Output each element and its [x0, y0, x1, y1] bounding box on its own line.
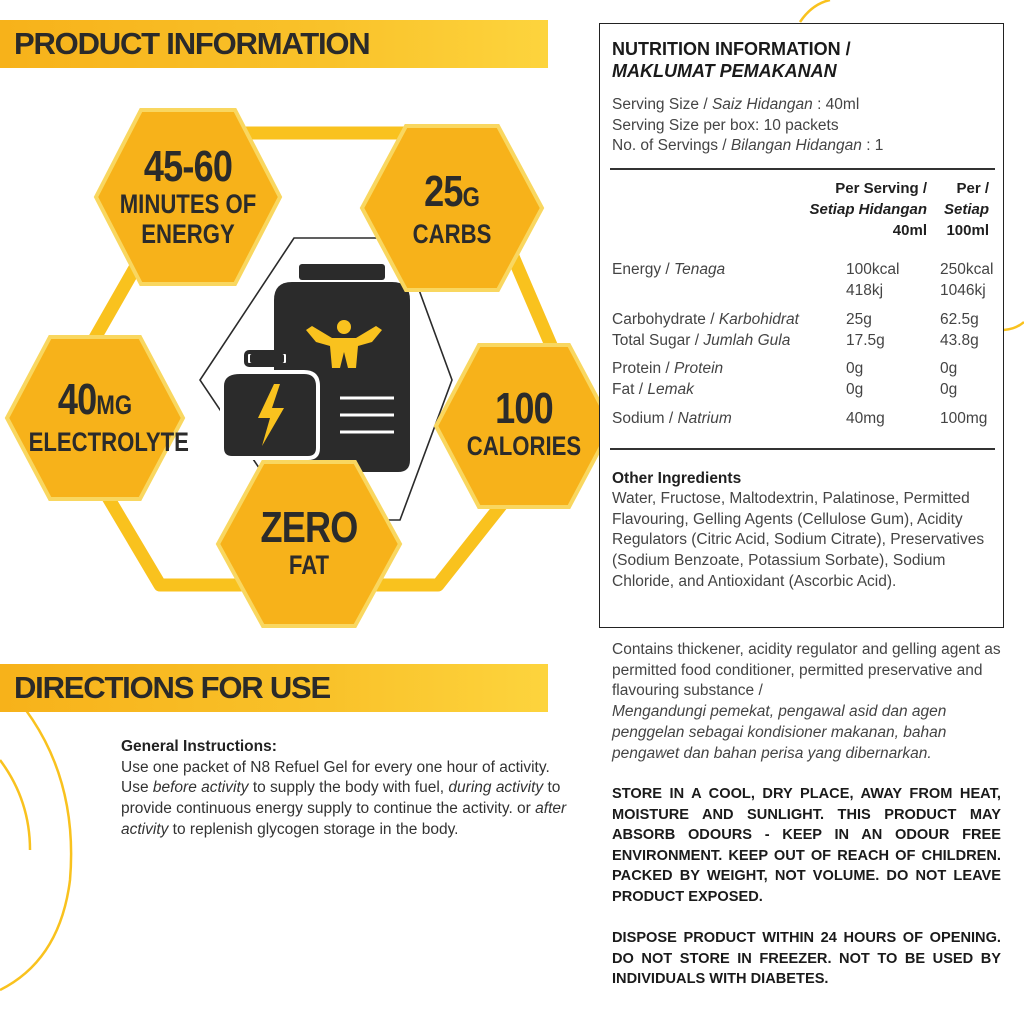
feature-calories-label: CALORIES: [466, 431, 582, 461]
row-label-energy: Energy / Tenaga: [612, 261, 726, 278]
energy-kj-per-serving: 418kj: [846, 282, 884, 299]
feature-calories: [458, 384, 589, 461]
column-header-per-100ml: Per / Setiap 100ml: [943, 180, 989, 239]
directions-banner: [0, 664, 548, 712]
feature-fat: [246, 503, 372, 580]
row-label-fat: Fat / Lemak: [612, 381, 694, 398]
dispose-instructions: DISPOSE PRODUCT WITHIN 24 HOURS OF OPENING. DO NOT STORE IN FREEZER. NOT TO BE USED BY INDIVIDUALS WITH DIABETES.: [612, 930, 1001, 987]
protein-per-100ml: 0g: [940, 360, 958, 377]
serving-size: Serving Size / Saiz Hidangan : 40ml: [612, 96, 860, 113]
food-conditioner-ms: Mengandungi pemekat, pengawal asid dan agen penggelan sebagai kondisioner makanan, bahan pengawet dan bahan perisa yang dibernarkan.: [612, 703, 947, 762]
row-label-protein: Protein / Protein: [612, 360, 724, 377]
feature-fat-label: FAT: [288, 550, 330, 580]
feature-carbs-label: CARBS: [412, 219, 492, 249]
directions-paragraph: Use one packet of N8 Refuel Gel for every one hour of activity. Use before activity to supply the body with fuel, during activity to provide continuous energy supply to continue the activity. or after activity to replenish glycogen storage in the body.: [121, 758, 567, 838]
product-information-title: PRODUCT INFORMATION: [14, 26, 370, 61]
nutrition-title: NUTRITION INFORMATION / MAKLUMAT PEMAKANAN: [612, 39, 851, 81]
storage-instructions: STORE IN A COOL, DRY PLACE, AWAY FROM HEAT, MOISTURE AND SUNLIGHT. THIS PRODUCT MAY ABSORB ODOURS - KEEP IN AN ODOUR FREE ENVIRONMENT. KEEP OUT OF REACH OF CHILDREN. PACKED BY WEIGHT, NOT VOLUME. DO NOT LEAVE PRODUCT EXPOSED.: [612, 786, 1001, 905]
serving-info: [612, 95, 883, 157]
feature-energy-value: 45-60: [143, 142, 233, 191]
energy-per-100ml: 250kcal: [940, 261, 994, 278]
feature-electrolyte-value: 40MG: [57, 375, 133, 424]
sodium-per-100ml: 100mg: [940, 410, 988, 427]
divider: [610, 168, 995, 170]
feature-carbs-value: 25G: [424, 167, 480, 216]
food-conditioner-en: Contains thickener, acidity regulator and gelling agent as permitted food conditioner, permitted preservative and flavouring substance /: [612, 641, 1001, 700]
total-sugar-per-100ml: 43.8g: [940, 332, 979, 349]
food-conditioner-note: [612, 640, 1012, 764]
feature-electrolyte-label: ELECTROLYTE: [28, 427, 189, 457]
sodium-per-serving: 40mg: [846, 410, 885, 427]
row-label-sodium: Sodium / Natrium: [612, 410, 732, 427]
directions-title: DIRECTIONS FOR USE: [14, 670, 330, 705]
fat-per-serving: 0g: [846, 381, 864, 398]
column-header-per-serving: Per Serving / Setiap Hidangan 40ml: [809, 180, 927, 239]
feature-electrolyte: [28, 375, 189, 457]
fat-per-100ml: 0g: [940, 381, 958, 398]
product-information-banner: [0, 20, 548, 68]
carbohydrate-per-serving: 25g: [846, 311, 872, 328]
nutrition-panel: [599, 23, 1004, 628]
energy-per-serving: 100kcal: [846, 261, 900, 278]
total-sugar-per-serving: 17.5g: [846, 332, 885, 349]
directions-body: [121, 737, 571, 841]
feature-calories-value: 100: [495, 384, 553, 433]
feature-energy: [118, 142, 257, 249]
directions-heading: General Instructions:: [121, 738, 277, 755]
protein-per-serving: 0g: [846, 360, 864, 377]
feature-energy-line2: ENERGY: [141, 219, 235, 249]
divider: [610, 448, 995, 450]
row-label-total-sugar: Total Sugar / Jumlah Gula: [612, 332, 791, 349]
feature-carbs: [389, 167, 515, 249]
feature-fat-value: ZERO: [260, 503, 358, 552]
feature-energy-line1: MINUTES OF: [119, 189, 257, 219]
servings-count: No. of Servings / Bilangan Hidangan : 1: [612, 137, 884, 155]
energy-kj-per-100ml: 1046kj: [940, 282, 986, 299]
carbohydrate-per-100ml: 62.5g: [940, 311, 979, 328]
row-label-carbohydrate: Carbohydrate / Karbohidrat: [612, 311, 799, 328]
other-ingredients-heading: Other Ingredients: [612, 470, 742, 487]
other-ingredients-text: Water, Fructose, Maltodextrin, Palatinose, Permitted Flavouring, Gelling Agents (Cellulose Gum), Acidity Regulators (Citric Acid, Sodium Citrate), Preservatives (Sodium Benzoate, Potassium Sorbate), Sodium Chloride, and Antioxidant (Ascorbic Acid).: [612, 490, 985, 590]
serving-per-box: Serving Size per box: 10 packets: [612, 116, 839, 134]
